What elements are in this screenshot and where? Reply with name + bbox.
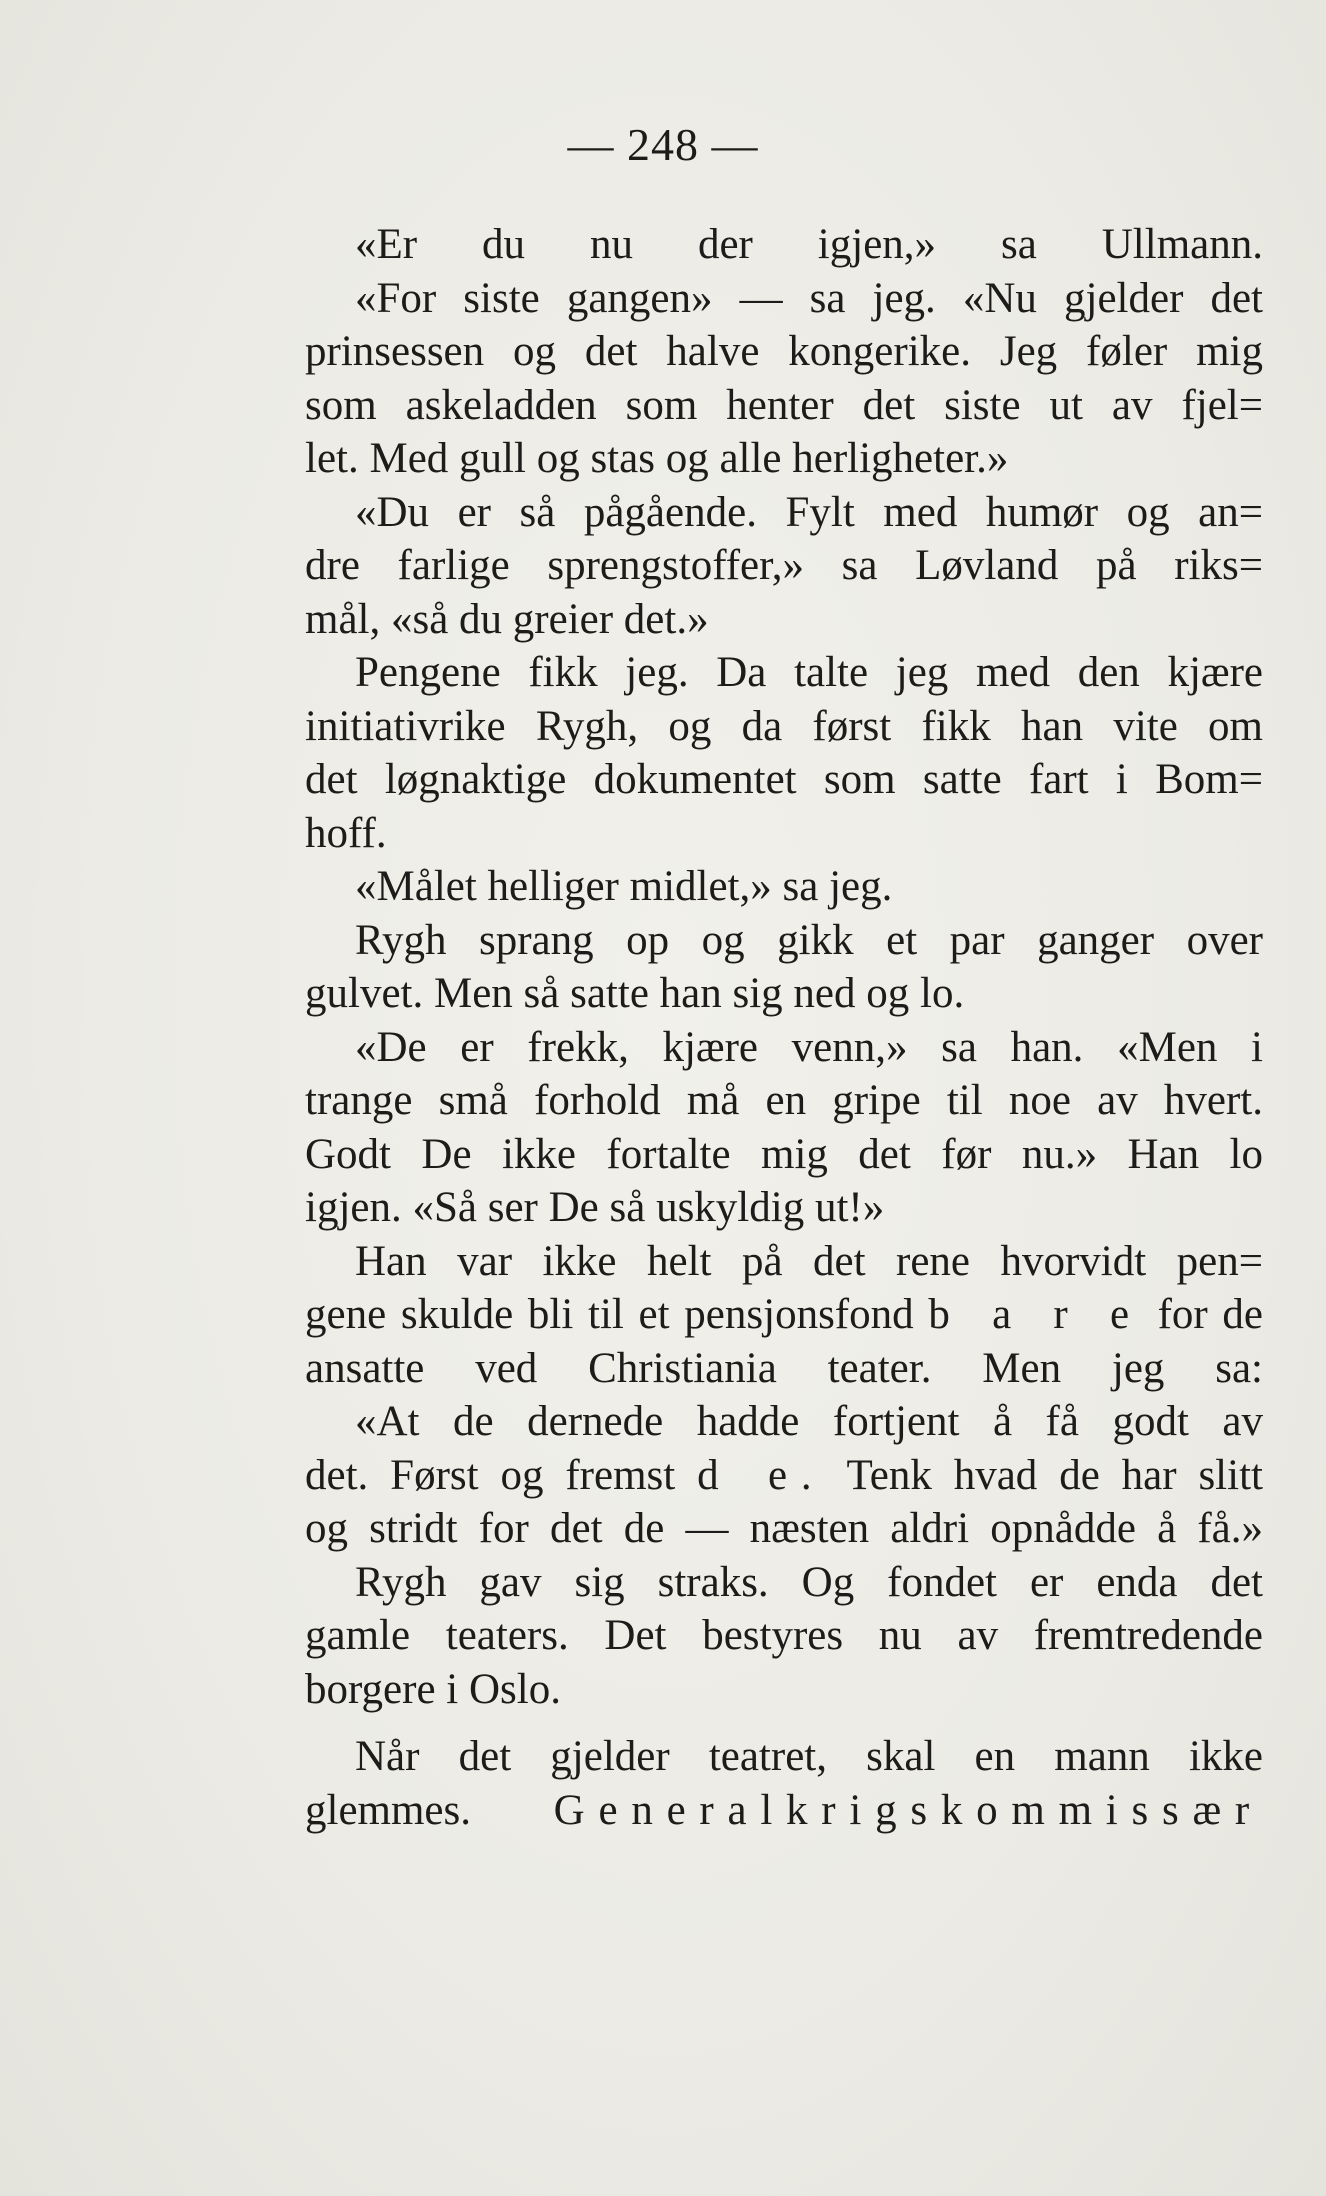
text-line: og stridt for det de — næsten aldri opnådde å få.» — [305, 1505, 1263, 1552]
text-line: igjen. «Så ser De så uskyldig ut!» — [305, 1184, 885, 1231]
body-text — [305, 218, 1263, 1837]
text-line: ansatte ved Christiania teater. Men jeg sa: — [305, 1344, 1263, 1392]
text-line: Rygh gav sig straks. Og fondet er enda det — [355, 1558, 1263, 1606]
text-line: gene skulde bli til et pensjonsfond b a r e for de — [305, 1291, 1264, 1338]
emphasized-word: Generalkrigskommissær — [553, 1786, 1263, 1834]
paragraph-gap — [305, 1716, 1263, 1730]
page-number: — 248 — — [567, 119, 759, 170]
text-line: det løgnaktige dokumentet som satte fart i Bom= — [305, 756, 1263, 803]
text-line: initiativrike Rygh, og da først fikk han vite om — [305, 702, 1263, 750]
text-line: «For siste gangen» — sa jeg. «Nu gjelder det — [355, 274, 1263, 322]
text-line: «De er frekk, kjære venn,» sa han. «Men i — [355, 1023, 1263, 1071]
text-line: Rygh sprang op og gikk et par ganger over — [355, 916, 1263, 964]
text-line: «Er du nu der igjen,» sa Ullmann. — [355, 221, 1263, 268]
text-line: hoff. — [305, 809, 387, 857]
text-line: Han var ikke helt på det rene hvorvidt pen= — [355, 1237, 1263, 1285]
text-line: gamle teaters. Det bestyres nu av fremtredende — [305, 1612, 1263, 1659]
text-line: borgere i Oslo. — [305, 1665, 561, 1713]
text-line: mål, «så du greier det.» — [305, 595, 709, 643]
text-line: dre farlige sprengstoffer,» sa Løvland på riks= — [305, 542, 1263, 589]
text-line: glemmes. Generalkrigskommissær — [305, 1786, 1263, 1834]
text-line: prinsessen og det halve kongerike. Jeg føler mig — [305, 328, 1263, 375]
text-line: «Målet helliger midlet,» sa jeg. — [355, 863, 893, 910]
text-line: Godt De ikke fortalte mig det før nu.» Han lo — [305, 1130, 1263, 1178]
text-line: Når det gjelder teatret, skal en mann ikke — [355, 1733, 1263, 1780]
text-line: gulvet. Men så satte han sig ned og lo. — [305, 970, 965, 1017]
text-line: det. Først og fremst d e. Tenk hvad de har slitt — [305, 1451, 1263, 1499]
text-line: let. Med gull og stas og alle herligheter.» — [305, 435, 1009, 482]
emphasized-word: d e. — [697, 1451, 826, 1499]
text-line: trange små forhold må en gripe til noe av hvert. — [305, 1077, 1263, 1124]
text-line: «Du er så pågående. Fylt med humør og an= — [355, 488, 1263, 536]
text-line: Pengene fikk jeg. Da talte jeg med den kjære — [355, 649, 1263, 696]
text-line: «At de dernede hadde fortjent å få godt av — [355, 1398, 1263, 1445]
emphasized-word: b a r e — [928, 1291, 1143, 1338]
text-line: som askeladden som henter det siste ut av fjel= — [305, 381, 1263, 429]
